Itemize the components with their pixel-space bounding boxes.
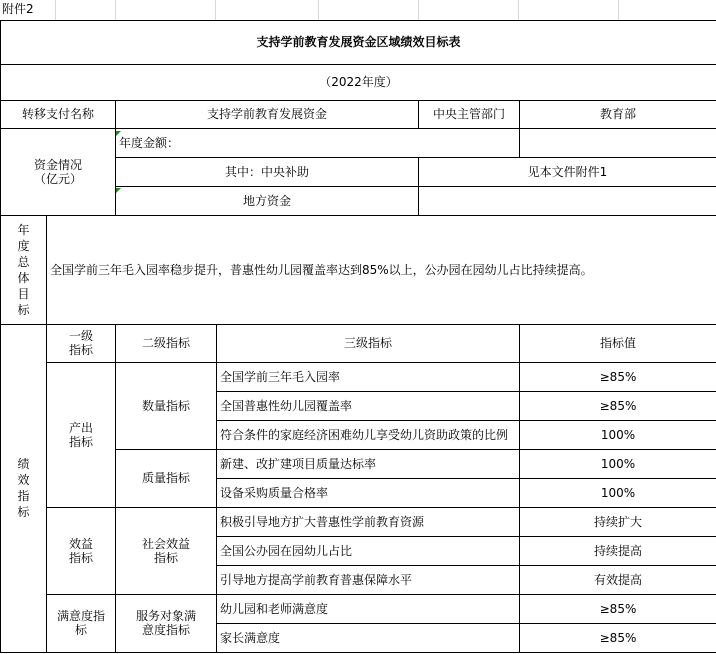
indicator-value: ≥85% — [520, 623, 716, 652]
social-label: 社会效益指标 — [116, 507, 217, 594]
funds-label — [1, 128, 116, 215]
annual-goal-label-text: 年度总体目标 — [17, 222, 30, 317]
annual-amount-value — [520, 128, 716, 157]
cell-marker — [116, 188, 121, 193]
indicator-value: ≥85% — [520, 362, 716, 391]
local-value — [419, 186, 716, 215]
dept-value: 教育部 — [520, 100, 716, 128]
indicator-name: 全国普惠性幼儿园覆盖率 — [217, 391, 520, 420]
table-row — [1, 362, 716, 391]
indicator-value: 有效提高 — [520, 565, 716, 594]
col-value: 指标值 — [520, 324, 716, 362]
indicator-name: 家长满意度 — [217, 623, 520, 652]
page-title: 支持学前教育发展资金区域绩效目标表 — [1, 20, 716, 64]
year-label: （2022年度） — [1, 64, 716, 100]
indicator-name: 积极引导地方扩大普惠性学前教育资源 — [217, 507, 520, 536]
dept-label: 中央主管部门 — [419, 100, 520, 128]
col-level1: 一级指标 — [47, 324, 116, 362]
transfer-name-label: 转移支付名称 — [1, 100, 116, 128]
indicator-value: ≥85% — [520, 594, 716, 623]
indicator-name: 全国公办园在园幼儿占比 — [217, 536, 520, 565]
indicator-name: 设备采购质量合格率 — [217, 478, 520, 507]
year-row — [1, 64, 716, 100]
satisfaction-label: 满意度指标 — [47, 594, 116, 652]
indicator-value: 100% — [520, 449, 716, 478]
annual-goal-row — [1, 215, 716, 324]
transfer-row — [1, 100, 716, 128]
indicator-name: 幼儿园和老师满意度 — [217, 594, 520, 623]
indicator-value: 100% — [520, 420, 716, 449]
indicator-name: 新建、改扩建项目质量达标率 — [217, 449, 520, 478]
quantity-label: 数量指标 — [116, 362, 217, 449]
table-row — [1, 594, 716, 623]
col-level2: 二级指标 — [116, 324, 217, 362]
annual-goal-text: 全国学前三年毛入园率稳步提升，普惠性幼儿园覆盖率达到85%以上，公办园在园幼儿占比持续提高。 — [47, 215, 716, 324]
indicator-value: 持续提高 — [520, 536, 716, 565]
title-row — [1, 20, 716, 64]
funds-annual-row — [1, 128, 716, 157]
funds-label-text: 资金情况（亿元） — [33, 157, 82, 186]
indicator-name: 引导地方提高学前教育普惠保障水平 — [217, 565, 520, 594]
indicator-value: 持续扩大 — [520, 507, 716, 536]
central-value: 见本文件附件1 — [419, 157, 716, 186]
indicator-value: ≥85% — [520, 391, 716, 420]
transfer-name-value: 支持学前教育发展资金 — [116, 100, 419, 128]
indicators-label — [1, 324, 47, 652]
benefit-label: 效益指标 — [47, 507, 116, 594]
cell-marker — [116, 131, 121, 136]
attachment-row — [1, 0, 716, 20]
central-label: 其中：中央补助 — [116, 157, 419, 186]
indicator-value: 100% — [520, 478, 716, 507]
table-row — [1, 507, 716, 536]
indicator-name: 符合条件的家庭经济困难幼儿享受幼儿资助政策的比例 — [217, 420, 520, 449]
service-label: 服务对象满意度指标 — [116, 594, 217, 652]
annual-goal-label — [1, 215, 47, 324]
attachment-label: 附件2 — [2, 2, 34, 16]
indicator-name: 全国学前三年毛入园率 — [217, 362, 520, 391]
indicator-header-row — [1, 324, 716, 362]
quality-label: 质量指标 — [116, 449, 217, 507]
indicators-label-text: 绩效指标 — [17, 457, 30, 519]
local-label: 地方资金 — [116, 186, 419, 215]
annual-amount-label: 年度金额： — [116, 128, 520, 157]
output-label: 产出指标 — [47, 362, 116, 507]
col-level3: 三级指标 — [217, 324, 520, 362]
